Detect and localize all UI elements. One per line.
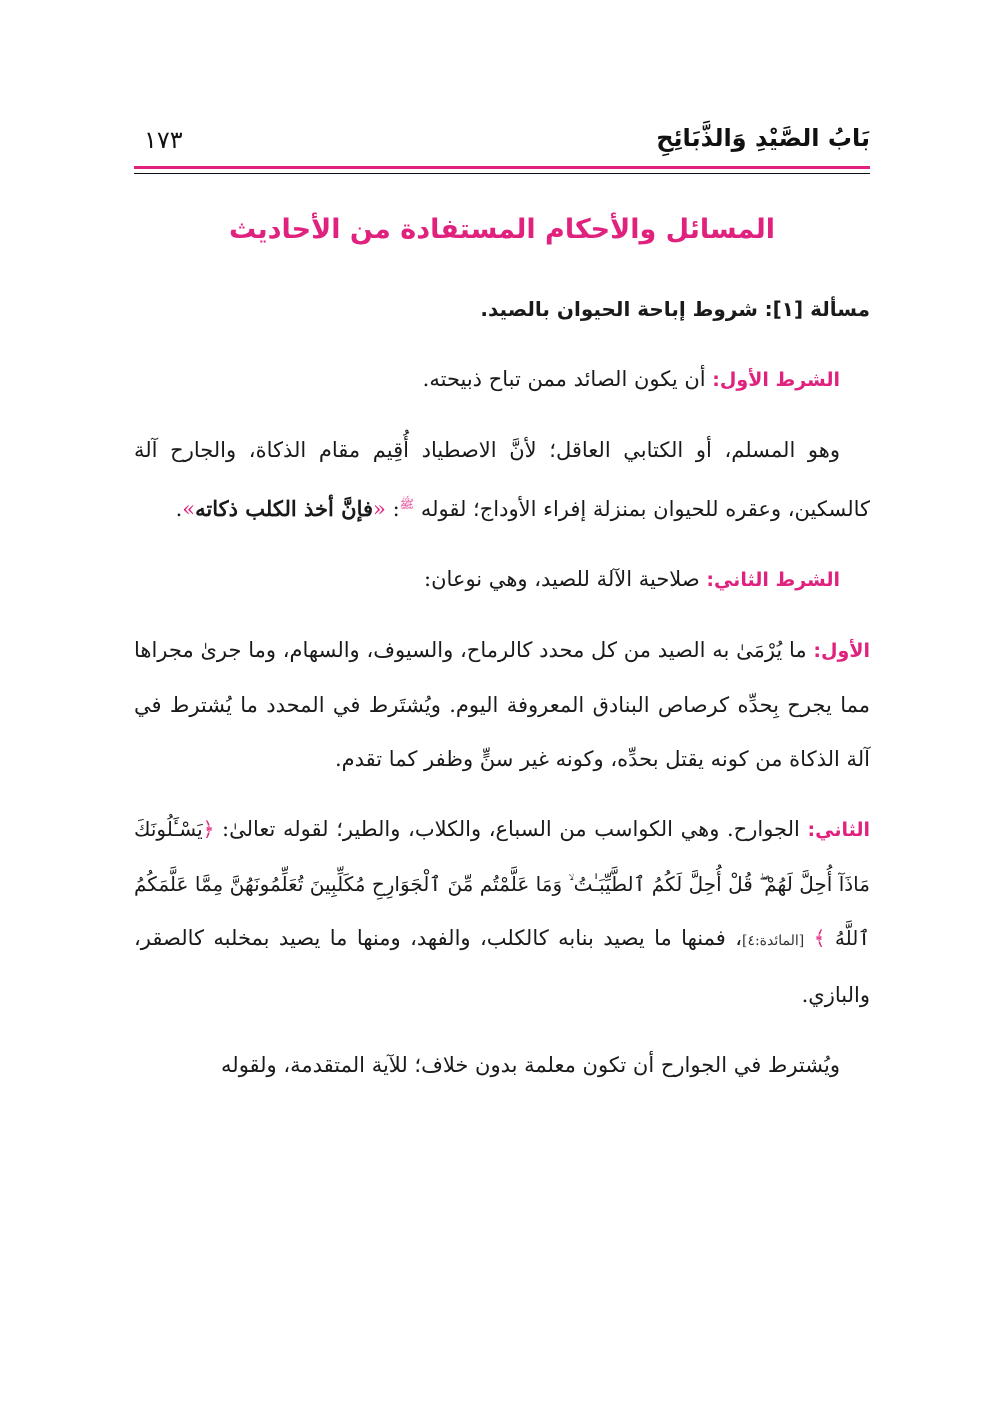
paragraph-1 (134, 423, 870, 536)
running-header (134, 118, 870, 168)
hadith-quote: فإنَّ أخذ الكلب ذكاته (195, 496, 374, 521)
masala-title: شروط إباحة الحيوان بالصيد. (480, 297, 758, 321)
quote-open: « (373, 497, 386, 521)
book-page (134, 0, 870, 1418)
type-first-label: الأول: (813, 640, 870, 662)
paragraph-1-text: وهو المسلم، أو الكتابي العاقل؛ لأنَّ الاصطياد أُقِيم مقام الذكاة، والجارح آلة كالسكين، وعقره للحيوان بمنزلة إفراء الأوداج؛ لقوله (134, 438, 870, 521)
type-first (134, 623, 870, 786)
salawat-glyph: ﷺ (399, 497, 415, 511)
type-second-label: الثاني: (807, 819, 870, 841)
ayah-close: ﴾ (813, 926, 826, 950)
condition-1 (134, 352, 870, 407)
header-rule-black (134, 173, 870, 174)
chapter-title: بَابُ الصَّيْدِ وَالذَّبَائِحِ (656, 124, 870, 152)
last-paragraph-text: ويُشترط في الجوارح أن تكون معلمة بدون خلاف؛ للآية المتقدمة، ولقوله (221, 1053, 840, 1077)
ayah-open: ﴿ (202, 817, 215, 841)
masala-line (134, 282, 870, 336)
paragraph-1-colon: : (392, 497, 400, 521)
condition-2-label: الشرط الثاني: (706, 569, 840, 591)
condition-1-label: الشرط الأول: (712, 369, 840, 391)
type-second-text: الجوارح. وهي الكواسب من السباع، والكلاب، والطير؛ لقوله تعالىٰ: (222, 817, 800, 841)
paragraph-1-end: . (175, 497, 183, 521)
body-text (134, 282, 870, 1092)
quran-ayah: يَسْـَٔلُونَكَ مَاذَآ أُحِلَّ لَهُمْ ۖ قُلْ أُحِلَّ لَكُمُ ٱلطَّيِّبَـٰتُ ۙ وَمَا عَلَّمْتُم مِّنَ ٱلْجَوَارِحِ مُكَلِّبِينَ تُعَلِّمُونَهُنَّ مِمَّا عَلَّمَكُمُ ٱللَّهُ (134, 817, 870, 950)
condition-2-text: صلاحية الآلة للصيد، وهي نوعان: (424, 567, 700, 591)
page-number: ١٧٣ (144, 126, 183, 154)
type-first-text: ما يُرْمَىٰ به الصيد من كل محدد كالرماح، والسيوف، والسهام، وما جرىٰ مجراها مما يجرح بِحدِّه كرصاص البنادق المعروفة اليوم. ويُشتَرط في المحدد ما يُشترط في آلة الذكاة من كونه يقتل بحدِّه، وكونه غير سنٍّ وظفر كما تقدم. (134, 638, 870, 771)
masala-label: مسألة [١]: (764, 297, 870, 321)
condition-1-text: أن يكون الصائد ممن تباح ذبيحته. (422, 367, 706, 391)
ayah-reference: [المائدة:٤] (741, 933, 805, 949)
section-heading: المسائل والأحكام المستفادة من الأحاديث (228, 214, 776, 245)
last-paragraph (134, 1038, 870, 1092)
condition-2 (134, 552, 870, 607)
quote-close: » (182, 497, 196, 521)
type-second-after: ، فمنها ما يصيد بنابه كالكلب، والفهد، ومنها ما يصيد بمخلبه كالصقر، والبازي. (134, 926, 870, 1007)
header-rule-pink (134, 166, 870, 169)
type-second (134, 802, 870, 1022)
